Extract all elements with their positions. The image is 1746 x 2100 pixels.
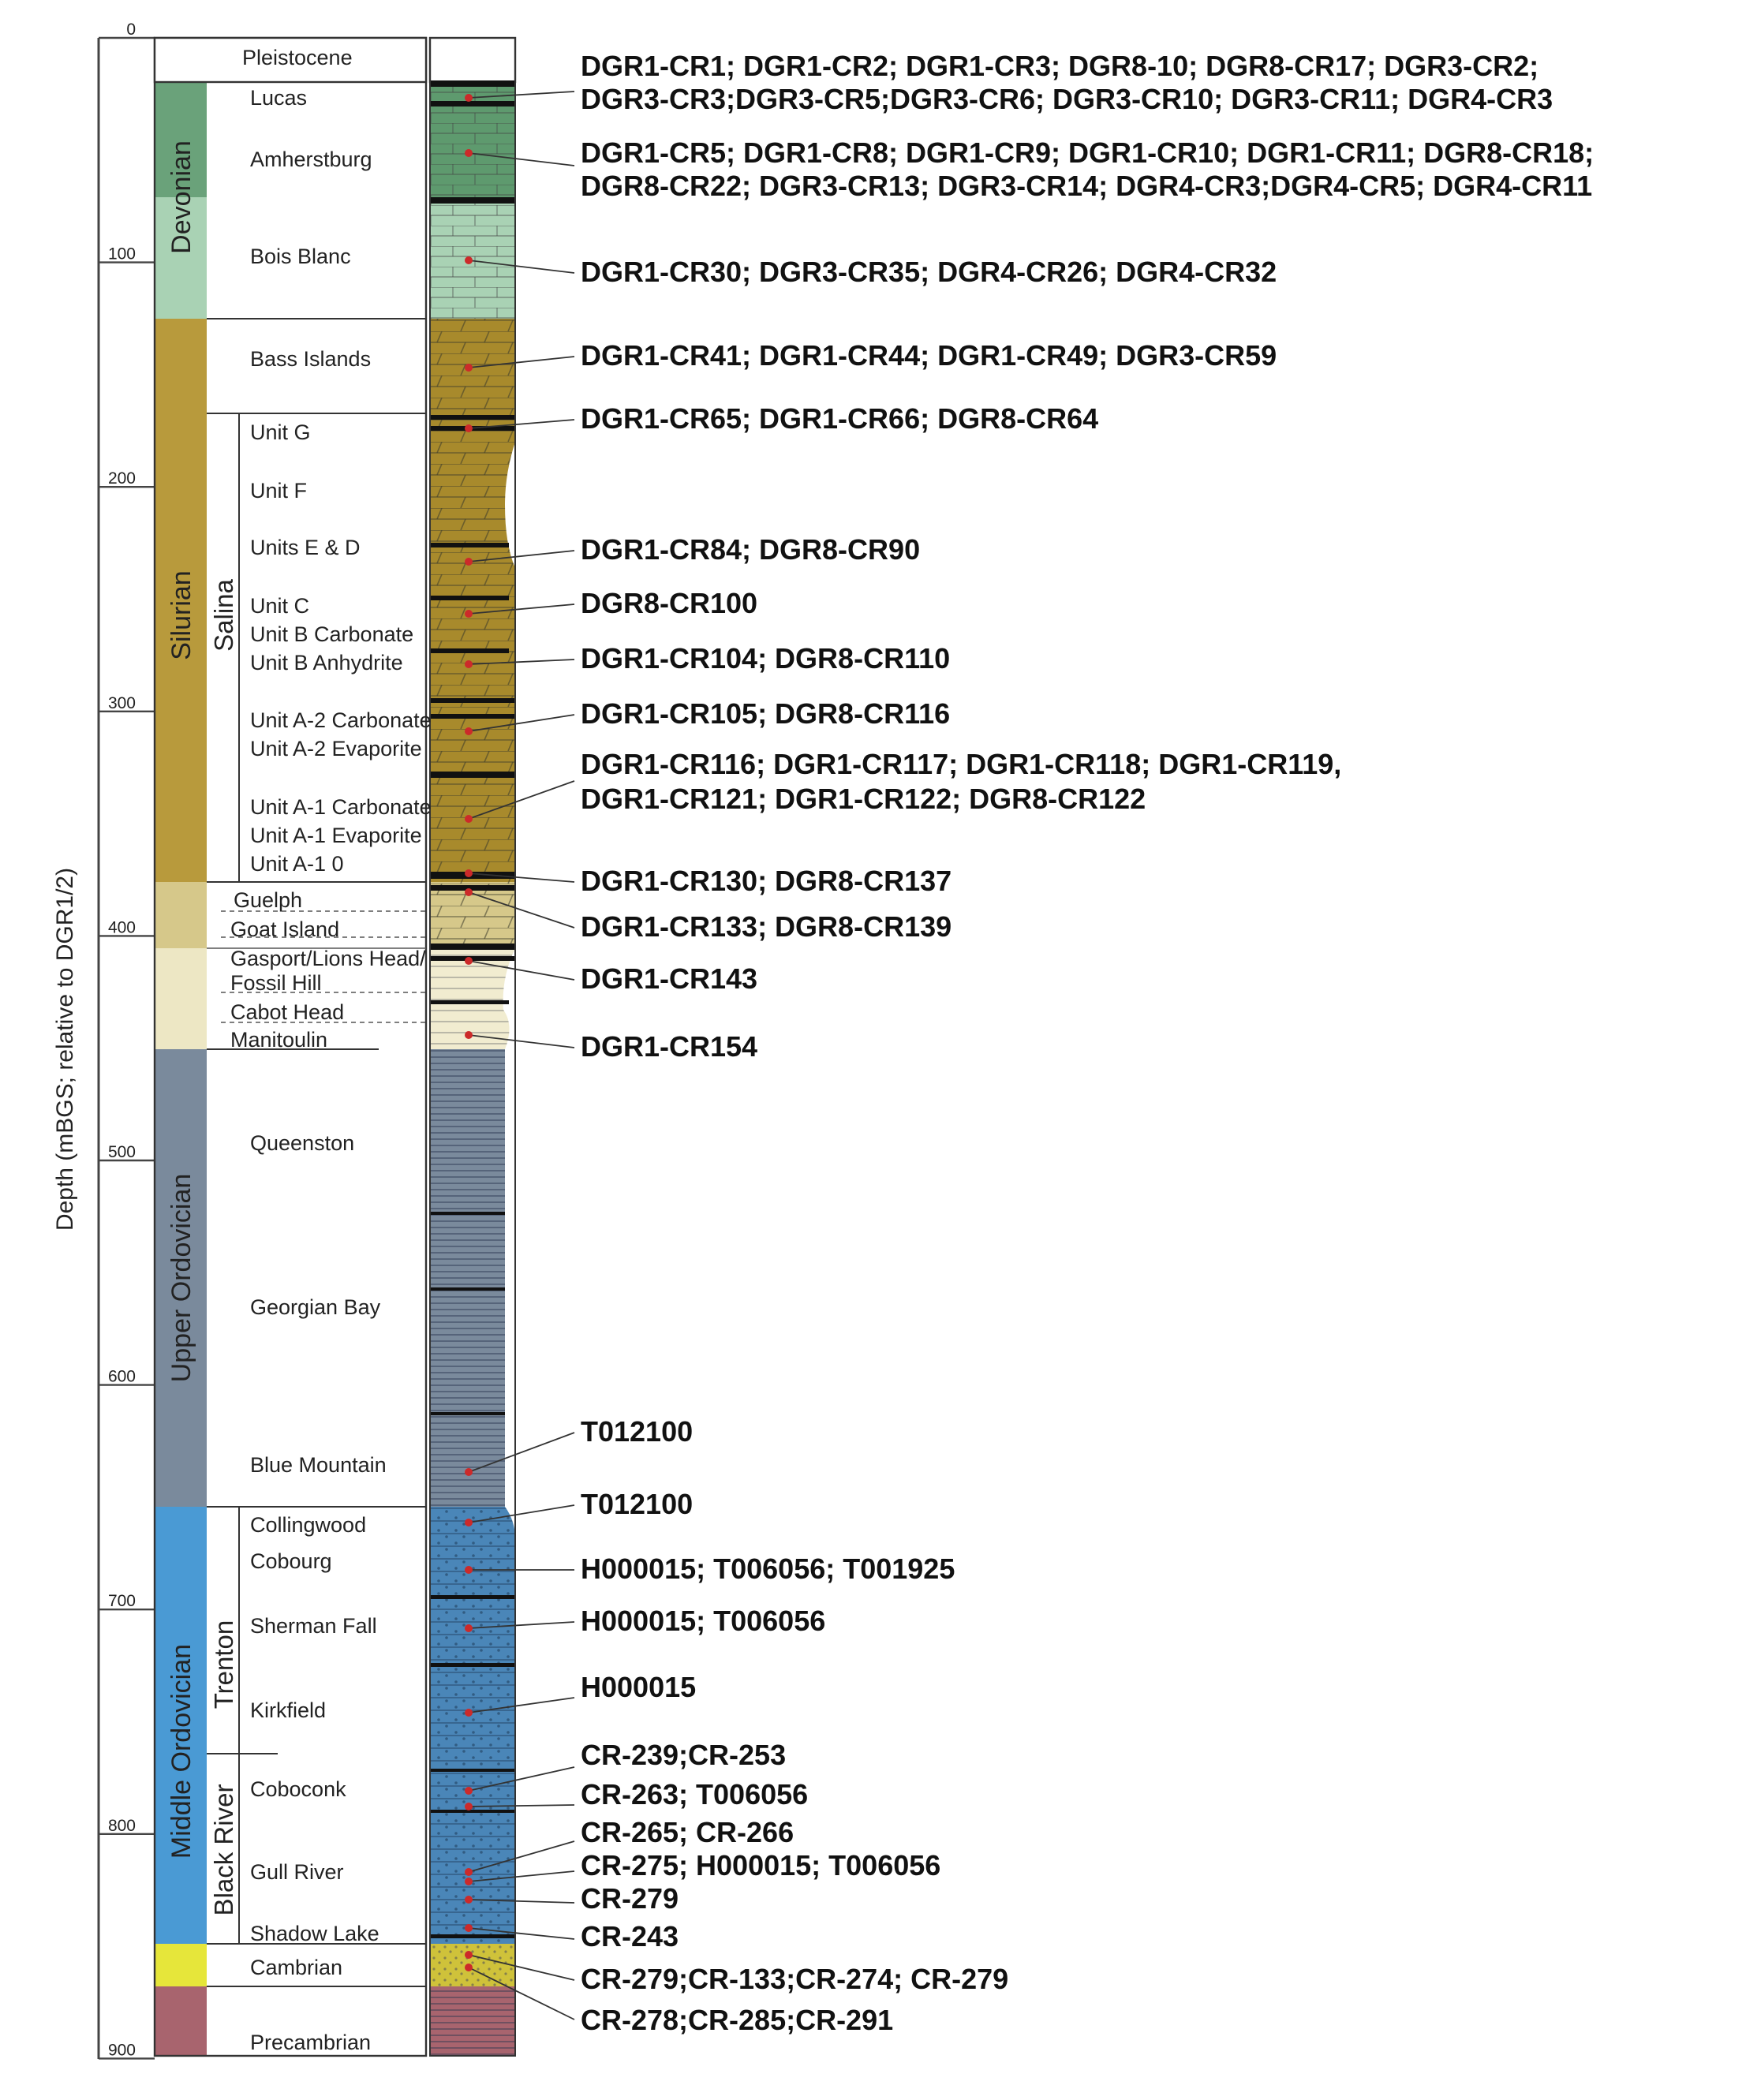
sample-label: CR-243 bbox=[581, 1920, 679, 1952]
axis-tick-label: 600 bbox=[107, 1367, 136, 1386]
sample-label: DGR8-CR22; DGR3-CR13; DGR3-CR14; DGR4-CR3;DGR4-CR5; DGR4-CR11 bbox=[581, 170, 1593, 202]
formation-label: Coboconk bbox=[250, 1777, 346, 1801]
sample-label: DGR1-CR5; DGR1-CR8; DGR1-CR9; DGR1-CR10; DGR1-CR11; DGR8-CR18; bbox=[581, 136, 1595, 169]
formation-label: Cobourg bbox=[250, 1549, 332, 1573]
formation-label: Bass Islands bbox=[250, 347, 372, 371]
sample-label: DGR1-CR143 bbox=[581, 962, 758, 995]
sample-label: DGR8-CR100 bbox=[581, 587, 758, 619]
axis-tick-label: 700 bbox=[107, 1592, 136, 1611]
formation-label: Gasport/Lions Head/ bbox=[230, 947, 426, 970]
formation-label: Unit A-2 Carbonate bbox=[250, 708, 432, 732]
group-label-trenton: Trenton bbox=[209, 1620, 238, 1710]
formation-label: Guelph bbox=[234, 888, 303, 912]
period-label-devonian: Devonian bbox=[166, 140, 196, 254]
formation-label: Fossil Hill bbox=[230, 971, 322, 995]
formation-label: Shadow Lake bbox=[250, 1922, 379, 1945]
formation-label: Unit G bbox=[250, 420, 311, 444]
formation-label: Queenston bbox=[250, 1131, 355, 1155]
sample-label: CR-263; T006056 bbox=[581, 1778, 809, 1810]
formation-label: Georgian Bay bbox=[250, 1295, 381, 1319]
period-precambrian bbox=[155, 1986, 207, 2056]
period-column bbox=[155, 82, 207, 2056]
sample-label: T012100 bbox=[581, 1415, 694, 1448]
formation-label: Unit A-1 Evaporite bbox=[250, 824, 422, 847]
axis-tick-label: 500 bbox=[107, 1143, 136, 1161]
sample-label: CR-239;CR-253 bbox=[581, 1739, 787, 1771]
lithology-column bbox=[430, 38, 515, 2056]
sample-label: DGR1-CR65; DGR1-CR66; DGR8-CR64 bbox=[581, 402, 1099, 435]
formation-label: Precambrian bbox=[250, 2031, 372, 2054]
period-label-middle-ordovician: Middle Ordovician bbox=[166, 1643, 196, 1859]
sample-label: DGR1-CR104; DGR8-CR110 bbox=[581, 642, 951, 674]
axis-tick-label: 800 bbox=[107, 1816, 136, 1835]
sample-label: DGR3-CR3;DGR3-CR5;DGR3-CR6; DGR3-CR10; DGR3-CR11; DGR4-CR3 bbox=[581, 83, 1553, 115]
period-label-silurian: Silurian bbox=[166, 570, 196, 660]
group-label-black-river: Black River bbox=[209, 1784, 238, 1916]
formation-label: Unit A-1 0 bbox=[250, 852, 344, 876]
sample-label: H000015; T006056 bbox=[581, 1605, 826, 1637]
period-label-upper-ordovician: Upper Ordovician bbox=[166, 1173, 196, 1383]
formation-label: Goat Island bbox=[230, 917, 340, 941]
formation-label: Unit F bbox=[250, 479, 308, 503]
sample-label: DGR1-CR41; DGR1-CR44; DGR1-CR49; DGR3-CR59 bbox=[581, 339, 1277, 372]
formation-label: Blue Mountain bbox=[250, 1453, 387, 1477]
axis-tick-label: 900 bbox=[107, 2041, 136, 2060]
sample-label: H000015; T006056; T001925 bbox=[581, 1553, 955, 1585]
formation-label: Kirkfield bbox=[250, 1698, 327, 1722]
formation-label: Gull River bbox=[250, 1860, 344, 1884]
formation-label: Unit B Carbonate bbox=[250, 622, 414, 646]
formation-label: Sherman Fall bbox=[250, 1614, 377, 1638]
formation-label: Unit A-1 Carbonate bbox=[250, 795, 432, 819]
formation-label: Unit B Anhydrite bbox=[250, 651, 403, 674]
period-silurian-lower bbox=[155, 948, 207, 1049]
sample-label: DGR1-CR154 bbox=[581, 1030, 758, 1063]
sample-labels bbox=[581, 50, 1594, 2036]
formation-label: Amherstburg bbox=[250, 148, 372, 171]
group-label-salina: Salina bbox=[209, 579, 238, 652]
formation-label: Pleistocene bbox=[242, 46, 353, 69]
sample-label: DGR1-CR105; DGR8-CR116 bbox=[581, 697, 951, 730]
sample-label: DGR1-CR116; DGR1-CR117; DGR1-CR118; DGR1-CR119, bbox=[581, 748, 1342, 780]
sample-label: DGR1-CR133; DGR8-CR139 bbox=[581, 910, 952, 943]
formation-label: Collingwood bbox=[250, 1513, 367, 1537]
formation-label: Cabot Head bbox=[230, 1000, 345, 1024]
sample-label: CR-279;CR-133;CR-274; CR-279 bbox=[581, 1963, 1009, 1995]
sample-label: DGR1-CR30; DGR3-CR35; DGR4-CR26; DGR4-CR32 bbox=[581, 256, 1277, 288]
sample-label: CR-265; CR-266 bbox=[581, 1816, 794, 1848]
sample-label: DGR1-CR1; DGR1-CR2; DGR1-CR3; DGR8-10; DGR8-CR17; DGR3-CR2; bbox=[581, 50, 1539, 82]
axis-tick-label: 100 bbox=[107, 245, 136, 263]
formation-label: Cambrian bbox=[250, 1956, 343, 1979]
formation-label: Bois Blanc bbox=[250, 245, 351, 268]
period-silurian-lower-upper bbox=[155, 882, 207, 948]
sample-label: DGR1-CR84; DGR8-CR90 bbox=[581, 533, 921, 566]
sample-label: CR-275; H000015; T006056 bbox=[581, 1849, 941, 1881]
sample-label: T012100 bbox=[581, 1488, 694, 1520]
axis-tick-label: 300 bbox=[107, 693, 136, 712]
axis-tick-label: 400 bbox=[107, 918, 136, 937]
sample-label: H000015 bbox=[581, 1671, 697, 1703]
sample-label: DGR1-CR130; DGR8-CR137 bbox=[581, 865, 952, 897]
sample-label: DGR1-CR121; DGR1-CR122; DGR8-CR122 bbox=[581, 783, 1146, 815]
formation-label: Manitoulin bbox=[230, 1028, 328, 1052]
period-cambrian bbox=[155, 1944, 207, 1986]
formation-label: Lucas bbox=[250, 86, 308, 110]
formation-label: Unit A-2 Evaporite bbox=[250, 737, 422, 760]
sample-label: CR-279 bbox=[581, 1882, 679, 1915]
sample-label: CR-278;CR-285;CR-291 bbox=[581, 2004, 894, 2036]
depth-axis bbox=[52, 21, 155, 2059]
axis-title: Depth (mBGS; relative to DGR1/2) bbox=[52, 867, 78, 1231]
formation-label: Unit C bbox=[250, 594, 310, 618]
axis-tick-label: 0 bbox=[126, 21, 136, 39]
formation-label: Units E & D bbox=[250, 536, 361, 559]
axis-tick-label: 200 bbox=[107, 469, 136, 488]
